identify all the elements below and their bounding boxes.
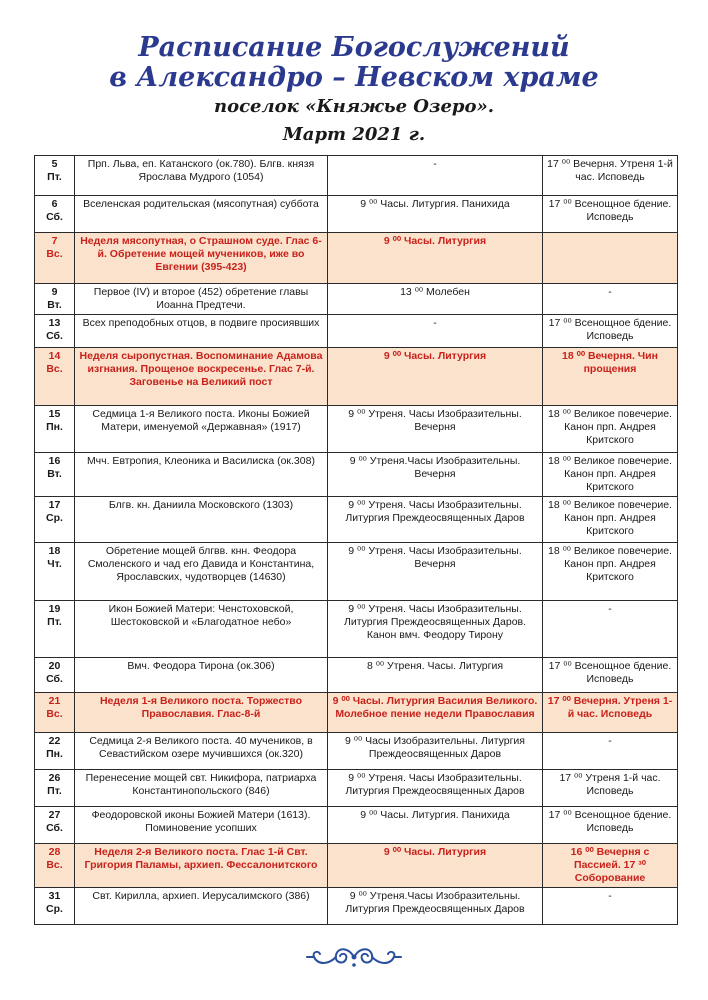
day-number: 16 [48,455,61,467]
morning-service-cell: 9 ⁰⁰ Часы. Литургия [328,844,543,888]
date-cell [35,156,75,196]
evening-service-cell: 17 ⁰⁰ Всенощное бдение. Исповедь [543,658,678,693]
weekday-label: Пн. [46,421,63,433]
weekday-label: Вс. [46,248,63,260]
page-title-line1: Расписание Богослужений [138,32,570,63]
weekday-label: Сб. [46,211,63,223]
page-title-line2: в Александро – Невском храме [109,62,599,93]
weekday-label: Пт. [47,171,62,183]
schedule-row [35,770,678,807]
day-number: 20 [48,660,61,672]
date-cell [35,196,75,233]
schedule-row [35,284,678,315]
feast-cell: Обретение мощей блгвв. кнн. Феодора Смоленского и чад его Давида и Константина, Ярославских, чудотворцев (14630) [75,543,328,601]
morning-service-cell: 9 ⁰⁰ Утреня. Часы Изобразительны. Литургия Преждеосвященных Даров. Канон вмч. Феодору Тирону [328,601,543,658]
date-cell [35,844,75,888]
morning-service-cell: 9 ⁰⁰ Часы Изобразительны. Литургия Преждеосвященных Даров [328,733,543,770]
feast-cell: Вселенская родительская (мясопутная) суббота [75,196,328,233]
feast-cell: Неделя 1-я Великого поста. Торжество Православия. Глас-8-й [75,693,328,733]
weekday-label: Вт. [47,468,62,480]
feast-cell: Седмица 1-я Великого поста. Иконы Божией Матери, именуемой «Державная» (1917) [75,406,328,453]
schedule-row [35,733,678,770]
feast-cell: Первое (IV) и второе (452) обретение главы Иоанна Предтечи. [75,284,328,315]
date-cell [35,284,75,315]
morning-service-cell: 9 ⁰⁰ Утреня. Часы Изобразительны. Литургия Преждеосвященных Даров [328,770,543,807]
day-number: 13 [48,317,61,329]
evening-service-cell: 17 ⁰⁰ Всенощное бдение. Исповедь [543,807,678,844]
day-number: 5 [51,158,58,170]
feast-cell: Седмица 2-я Великого поста. 40 мучеников, в Севастийском озере мучившихся (ок.320) [75,733,328,770]
date-cell [35,770,75,807]
weekday-label: Пт. [47,616,62,628]
schedule-body [35,156,678,925]
feast-cell: Неделя 2-я Великого поста. Глас 1-й Свт. Григория Паламы, архиеп. Фессалонитского [75,844,328,888]
weekday-label: Сб. [46,822,63,834]
evening-service-cell: - [543,888,678,925]
weekday-label: Ср. [46,903,63,915]
morning-service-cell: 13 ⁰⁰ Молебен [328,284,543,315]
evening-service-cell: 18 ⁰⁰ Вечерня. Чин прощения [543,348,678,406]
evening-service-cell: - [543,284,678,315]
evening-service-cell: 17 ⁰⁰ Утреня 1-й час. Исповедь [543,770,678,807]
day-number: 7 [51,235,58,247]
weekday-label: Вс. [46,363,63,375]
morning-service-cell: 9 ⁰⁰ Утреня. Часы Изобразительны. Вечерня [328,406,543,453]
evening-service-cell: 18 ⁰⁰ Великое повечерие. Канон прп. Андрея Критского [543,406,678,453]
day-number: 9 [51,286,58,298]
morning-service-cell: 9 ⁰⁰ Часы. Литургия [328,348,543,406]
morning-service-cell: 9 ⁰⁰ Часы. Литургия [328,233,543,284]
weekday-label: Сб. [46,673,63,685]
weekday-label: Пн. [46,748,63,760]
schedule-row [35,888,678,925]
date-cell [35,497,75,543]
feast-cell: Блгв. кн. Даниила Московского (1303) [75,497,328,543]
date-cell [35,807,75,844]
morning-service-cell: 8 ⁰⁰ Утреня. Часы. Литургия [328,658,543,693]
evening-service-cell: - [543,601,678,658]
feast-cell: Свт. Кирилла, архиеп. Иерусалимского (386) [75,888,328,925]
evening-service-cell: 17 ⁰⁰ Вечерня. Утреня 1-й час. Исповедь [543,693,678,733]
feast-cell: Мчч. Евтропия, Клеоника и Василиска (ок.308) [75,453,328,497]
date-cell [35,601,75,658]
schedule-row [35,844,678,888]
feast-cell: Феодоровской иконы Божией Матери (1613). Поминовение усопших [75,807,328,844]
page-subtitle-month: Март 2021 г. [282,124,426,145]
schedule-table [34,155,678,925]
date-cell [35,543,75,601]
evening-service-cell: 17 ⁰⁰ Вечерня. Утреня 1-й час. Исповедь [543,156,678,196]
date-cell [35,733,75,770]
evening-service-cell [543,233,678,284]
schedule-row [35,693,678,733]
weekday-label: Пт. [47,785,62,797]
schedule-row [35,156,678,196]
weekday-label: Вс. [46,859,63,871]
date-cell [35,453,75,497]
morning-service-cell: 9 ⁰⁰ Часы. Литургия. Панихида [328,196,543,233]
feast-cell: Всех преподобных отцов, в подвиге просиявших [75,315,328,348]
day-number: 14 [48,350,61,362]
date-cell [35,693,75,733]
schedule-row [35,601,678,658]
day-number: 15 [48,408,61,420]
morning-service-cell: - [328,315,543,348]
weekday-label: Сб. [46,330,63,342]
schedule-row [35,406,678,453]
schedule-row [35,658,678,693]
feast-cell: Перенесение мощей свт. Никифора, патриарха Константинопольского (846) [75,770,328,807]
day-number: 28 [48,846,61,858]
page-subtitle-location: поселок «Княжье Озеро». [213,96,495,117]
weekday-label: Вт. [47,299,62,311]
morning-service-cell: 9 ⁰⁰ Утреня.Часы Изобразительны. Вечерня [328,453,543,497]
date-cell [35,315,75,348]
evening-service-cell: 18 ⁰⁰ Великое повечерие. Канон прп. Андрея Критского [543,497,678,543]
evening-service-cell: 17 ⁰⁰ Всенощное бдение. Исповедь [543,196,678,233]
day-number: 26 [48,772,61,784]
schedule-row [35,543,678,601]
day-number: 31 [48,890,61,902]
date-cell [35,406,75,453]
weekday-label: Ср. [46,512,63,524]
schedule-row [35,497,678,543]
weekday-label: Чт. [47,558,62,570]
morning-service-cell: 9 ⁰⁰ Утреня. Часы Изобразительны. Вечерня [328,543,543,601]
morning-service-cell: 9 ⁰⁰ Утреня.Часы Изобразительны. Литургия Преждеосвященных Даров [328,888,543,925]
evening-service-cell: - [543,733,678,770]
day-number: 22 [48,735,61,747]
evening-service-cell: 18 ⁰⁰ Великое повечерие. Канон прп. Андрея Критского [543,543,678,601]
date-cell [35,888,75,925]
feast-cell: Вмч. Феодора Тирона (ок.306) [75,658,328,693]
morning-service-cell: 9 ⁰⁰ Утреня. Часы Изобразительны. Литургия Преждеосвященных Даров [328,497,543,543]
evening-service-cell: 17 ⁰⁰ Всенощное бдение. Исповедь [543,315,678,348]
scroll-ornament-icon [304,943,404,971]
date-cell [35,348,75,406]
schedule-row [35,348,678,406]
weekday-label: Вс. [46,708,63,720]
feast-cell: Прп. Льва, еп. Катанского (ок.780). Блгв. князя Ярослава Мудрого (1054) [75,156,328,196]
day-number: 19 [48,603,61,615]
day-number: 17 [48,499,61,511]
schedule-row [35,233,678,284]
day-number: 6 [51,198,58,210]
schedule-row [35,807,678,844]
feast-cell: Икон Божией Матери: Ченстоховской, Шестоковской и «Благодатное небо» [75,601,328,658]
morning-service-cell: - [328,156,543,196]
date-cell [35,658,75,693]
day-number: 27 [48,809,61,821]
evening-service-cell: 18 ⁰⁰ Великое повечерие. Канон прп. Андрея Критского [543,453,678,497]
feast-cell: Неделя сыропустная. Воспоминание Адамова изгнания. Прощеное воскресенье. Глас 7-й. Заговенье на Великий пост [75,348,328,406]
day-number: 18 [48,545,61,557]
schedule-row [35,315,678,348]
date-cell [35,233,75,284]
day-number: 21 [48,695,61,707]
morning-service-cell: 9 ⁰⁰ Часы. Литургия. Панихида [328,807,543,844]
morning-service-cell: 9 ⁰⁰ Часы. Литургия Василия Великого. Молебное пение недели Православия [328,693,543,733]
feast-cell: Неделя мясопутная, о Страшном суде. Глас 6-й. Обретение мощей мучеников, иже во Евгении (395-423) [75,233,328,284]
schedule-row [35,196,678,233]
schedule-row [35,453,678,497]
evening-service-cell: 16 ⁰⁰ Вечерня с Пассией. 17 ³⁰ Соборование [543,844,678,888]
